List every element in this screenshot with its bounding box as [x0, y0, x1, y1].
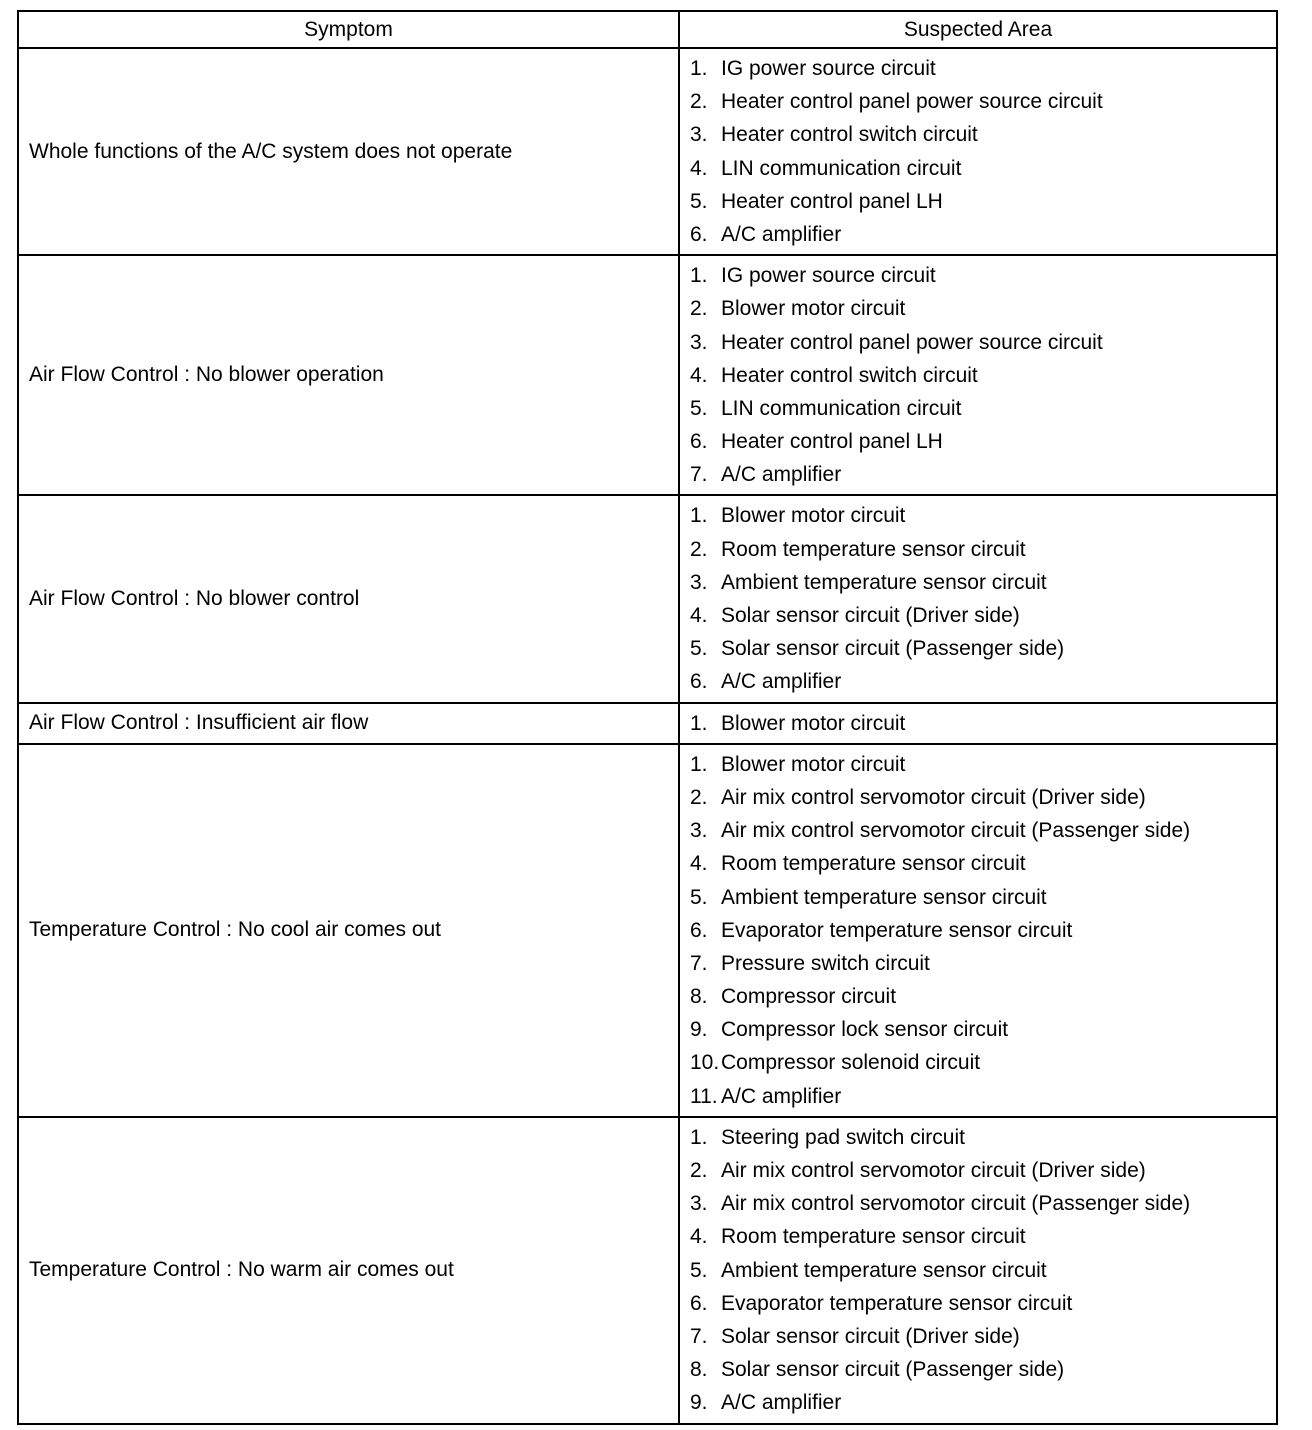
item-number: 9. — [690, 1391, 708, 1415]
item-text: Room temperature sensor circuit — [721, 852, 1026, 876]
item-text: Heater control panel LH — [721, 430, 943, 454]
item-text: Ambient temperature sensor circuit — [721, 885, 1047, 909]
suspected-area-item — [690, 359, 1276, 392]
table-row — [18, 744, 1277, 1117]
item-number: 3. — [690, 1192, 708, 1216]
symptom-cell: Temperature Control : No cool air comes out — [18, 744, 679, 1117]
item-number: 5. — [690, 637, 708, 661]
item-number: 4. — [690, 363, 708, 387]
item-text: Blower motor circuit — [721, 297, 906, 321]
item-text: IG power source circuit — [721, 264, 936, 288]
suspected-area-item — [690, 52, 1276, 85]
suspected-area-item — [690, 1254, 1276, 1287]
suspected-area-item — [690, 947, 1276, 980]
symptom-header: Symptom — [18, 11, 679, 48]
suspected-area-list — [690, 748, 1276, 1113]
symptom-cell: Air Flow Control : No blower control — [18, 495, 679, 702]
item-number: 5. — [690, 189, 708, 213]
item-text: Solar sensor circuit (Passenger side) — [721, 637, 1065, 661]
suspected-area-item — [690, 1121, 1276, 1154]
item-text: Solar sensor circuit (Driver side) — [721, 1324, 1020, 1348]
item-text: A/C amplifier — [721, 463, 842, 487]
suspected-area-list — [690, 499, 1276, 698]
suspected-area-list — [690, 1121, 1276, 1420]
item-text: LIN communication circuit — [721, 396, 962, 420]
item-text: IG power source circuit — [721, 57, 936, 80]
item-number: 3. — [690, 330, 708, 354]
suspected-area-item — [690, 566, 1276, 599]
item-number: 3. — [690, 570, 708, 594]
item-number: 5. — [690, 885, 708, 909]
item-number: 2. — [690, 297, 708, 321]
item-number: 6. — [690, 918, 708, 942]
suspected-area-item — [690, 499, 1276, 532]
suspected-area-item — [690, 980, 1276, 1013]
suspected-area-item — [690, 259, 1276, 292]
symptom-cell: Whole functions of the A/C system does not operate — [18, 48, 679, 255]
item-text: LIN communication circuit — [721, 156, 962, 180]
item-number: 1. — [690, 1125, 708, 1149]
item-text: Compressor lock sensor circuit — [721, 1018, 1009, 1042]
suspected-area-item — [690, 914, 1276, 947]
item-number: 1. — [690, 504, 708, 528]
suspected-area-item — [690, 1220, 1276, 1253]
item-text: A/C amplifier — [721, 222, 842, 246]
item-text: Room temperature sensor circuit — [721, 1225, 1026, 1249]
item-number: 11. — [690, 1084, 718, 1108]
item-number: 4. — [690, 852, 708, 876]
suspected-area-cell — [679, 255, 1277, 495]
item-text: Evaporator temperature sensor circuit — [721, 1291, 1073, 1315]
item-number: 10. — [690, 1051, 720, 1075]
table-row — [18, 1117, 1277, 1424]
suspected-area-item — [690, 1353, 1276, 1386]
item-text: Air mix control servomotor circuit (Driver side) — [721, 785, 1146, 809]
suspected-area-cell — [679, 703, 1277, 744]
suspected-area-list — [690, 707, 1276, 740]
item-number: 6. — [690, 222, 708, 246]
table-row — [18, 255, 1277, 495]
suspected-area-cell — [679, 744, 1277, 1117]
item-text: Pressure switch circuit — [721, 951, 930, 975]
suspected-area-item — [690, 392, 1276, 425]
item-number: 6. — [690, 430, 708, 454]
suspected-area-item — [690, 292, 1276, 325]
symptom-table — [17, 10, 1278, 1425]
item-number: 6. — [690, 1291, 708, 1315]
suspected-area-header: Suspected Area — [679, 11, 1277, 48]
suspected-area-item — [690, 632, 1276, 665]
suspected-area-item — [690, 1013, 1276, 1046]
suspected-area-item — [690, 599, 1276, 632]
suspected-area-item — [690, 458, 1276, 491]
suspected-area-item — [690, 152, 1276, 185]
item-number: 4. — [690, 156, 708, 180]
item-number: 5. — [690, 1258, 708, 1282]
suspected-area-list — [690, 52, 1276, 251]
header-row — [18, 11, 1277, 48]
item-text: Air mix control servomotor circuit (Driver side) — [721, 1159, 1146, 1182]
item-number: 2. — [690, 785, 708, 809]
item-number: 1. — [690, 264, 708, 288]
suspected-area-item — [690, 748, 1276, 781]
symptom-cell: Air Flow Control : No blower operation — [18, 255, 679, 495]
suspected-area-item — [690, 881, 1276, 914]
suspected-area-item — [690, 1046, 1276, 1079]
suspected-area-cell — [679, 495, 1277, 702]
item-text: Compressor solenoid circuit — [721, 1051, 981, 1075]
item-text: Air mix control servomotor circuit (Passenger side) — [721, 819, 1191, 843]
suspected-area-item — [690, 1080, 1276, 1113]
item-number: 6. — [690, 670, 708, 694]
item-text: Evaporator temperature sensor circuit — [721, 918, 1073, 942]
item-text: Heater control switch circuit — [721, 363, 978, 387]
symptom-cell: Air Flow Control : Insufficient air flow — [18, 703, 679, 744]
item-text: Heater control panel LH — [721, 189, 943, 213]
suspected-area-item — [690, 1320, 1276, 1353]
item-text: Air mix control servomotor circuit (Passenger side) — [721, 1192, 1191, 1216]
item-number: 9. — [690, 1018, 708, 1042]
table-row — [18, 703, 1277, 744]
item-number: 8. — [690, 985, 708, 1009]
suspected-area-item — [690, 1386, 1276, 1419]
suspected-area-item — [690, 85, 1276, 118]
item-text: Ambient temperature sensor circuit — [721, 570, 1047, 594]
suspected-area-list — [690, 259, 1276, 491]
item-text: A/C amplifier — [721, 1084, 842, 1108]
item-text: Ambient temperature sensor circuit — [721, 1258, 1047, 1282]
item-number: 4. — [690, 604, 708, 627]
item-number: 1. — [690, 57, 708, 80]
suspected-area-cell — [679, 1117, 1277, 1424]
item-text: Compressor circuit — [721, 985, 897, 1009]
suspected-area-item — [690, 1154, 1276, 1187]
suspected-area-item — [690, 118, 1276, 151]
item-number: 2. — [690, 537, 708, 561]
symptom-cell: Temperature Control : No warm air comes out — [18, 1117, 679, 1424]
item-text: Steering pad switch circuit — [721, 1125, 965, 1149]
item-number: 1. — [690, 752, 708, 776]
item-text: Blower motor circuit — [721, 504, 906, 528]
suspected-area-item — [690, 781, 1276, 814]
item-number: 8. — [690, 1358, 708, 1382]
item-text: Heater control panel power source circuit — [721, 330, 1103, 354]
item-text: Heater control panel power source circuit — [721, 90, 1103, 114]
suspected-area-item — [690, 814, 1276, 847]
item-number: 2. — [690, 1159, 708, 1182]
suspected-area-item — [690, 1287, 1276, 1320]
item-text: Solar sensor circuit (Driver side) — [721, 604, 1020, 627]
suspected-area-item — [690, 665, 1276, 698]
item-number: 3. — [690, 819, 708, 843]
item-number: 1. — [690, 711, 708, 735]
suspected-area-item — [690, 707, 1276, 740]
table-row — [18, 48, 1277, 255]
table-row — [18, 495, 1277, 702]
suspected-area-item — [690, 847, 1276, 880]
item-text: A/C amplifier — [721, 670, 842, 694]
item-number: 7. — [690, 1324, 708, 1348]
suspected-area-item — [690, 533, 1276, 566]
item-text: Blower motor circuit — [721, 711, 906, 735]
item-number: 7. — [690, 951, 708, 975]
table-body — [18, 48, 1277, 1424]
suspected-area-item — [690, 425, 1276, 458]
item-number: 7. — [690, 463, 708, 487]
item-number: 3. — [690, 123, 708, 147]
item-text: Blower motor circuit — [721, 752, 906, 776]
item-text: Room temperature sensor circuit — [721, 537, 1026, 561]
item-text: Heater control switch circuit — [721, 123, 978, 147]
suspected-area-cell — [679, 48, 1277, 255]
item-text: A/C amplifier — [721, 1391, 842, 1415]
suspected-area-item — [690, 218, 1276, 251]
item-number: 4. — [690, 1225, 708, 1249]
item-number: 2. — [690, 90, 708, 114]
item-text: Solar sensor circuit (Passenger side) — [721, 1358, 1065, 1382]
item-number: 5. — [690, 396, 708, 420]
suspected-area-item — [690, 185, 1276, 218]
suspected-area-item — [690, 326, 1276, 359]
suspected-area-item — [690, 1187, 1276, 1220]
